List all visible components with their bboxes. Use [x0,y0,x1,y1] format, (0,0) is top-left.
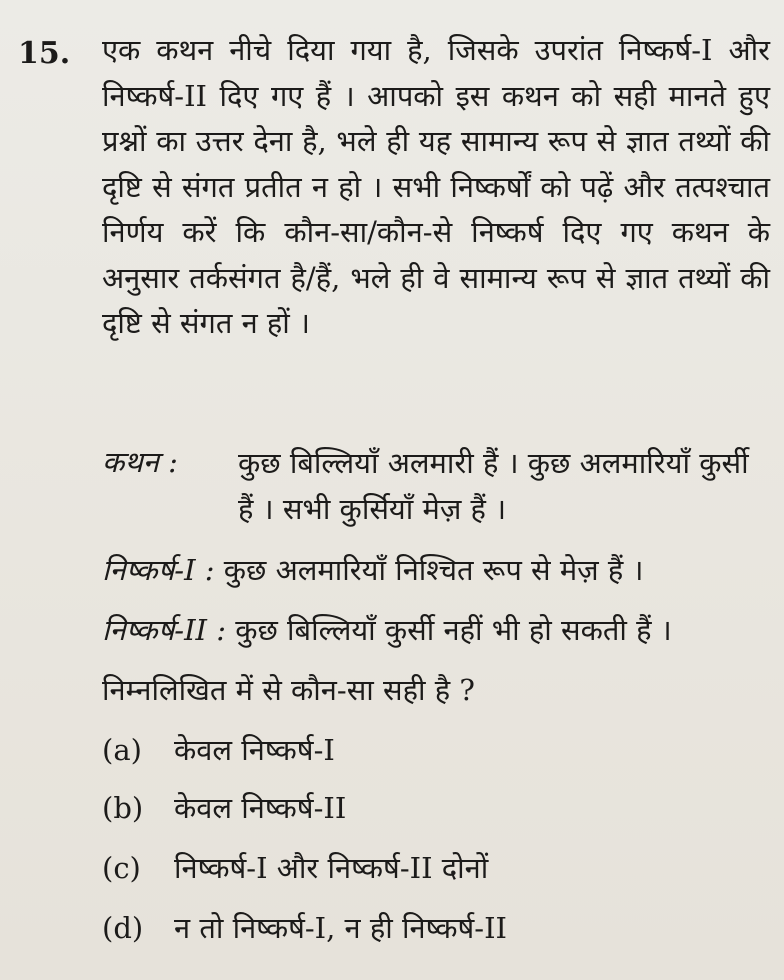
conclusion-2 [102,608,672,652]
option-d-tag: (d) [102,911,144,945]
option-d-text: न तो निष्कर्ष-I, न ही निष्कर्ष-II [174,911,508,945]
option-a[interactable] [102,728,335,772]
option-a-text: केवल निष्कर्ष-I [174,733,335,767]
statement-label: कथन : [102,445,178,479]
statement-text: कुछ बिल्लियाँ अलमारी हैं । कुछ अलमारियाँ कुर्सी हैं । सभी कुर्सियाँ मेज़ हैं । [238,446,749,526]
option-d[interactable] [102,906,507,950]
question-number: 15. [18,36,71,71]
option-a-tag: (a) [102,733,142,767]
option-c-text: निष्कर्ष-I और निष्कर्ष-II दोनों [174,851,489,885]
conclusion-1 [102,548,644,592]
conclusion-2-label: निष्कर्ष-II : [102,613,226,647]
conclusion-1-text: कुछ अलमारियाँ निश्चित रूप से मेज़ हैं । [223,553,644,587]
option-b-tag: (b) [102,791,144,825]
question-stem: एक कथन नीचे दिया गया है, जिसके उपरांत निष्कर्ष-I और निष्कर्ष-II दिए गए हैं । आपको इस कथन को सही मानते हुए प्रश्नों का उत्तर देना है, भले ही यह सामान्य रूप से ज्ञात तथ्यों की दृष्टि से संगत प्रतीत न हो । सभी निष्कर्षों को पढ़ें और तत्पश्चात निर्णय करें कि कौन-सा/कौन-से निष्कर्ष दिए गए कथन के अनुसार तर्कसंगत है/हैं, भले ही वे सामान्य रूप से ज्ञात तथ्यों की दृष्टि से संगत न हों । [102,33,770,340]
option-c-tag: (c) [102,851,141,885]
option-c[interactable] [102,846,488,890]
question-prompt: निम्नलिखित में से कौन-सा सही है ? [102,673,475,707]
option-b-text: केवल निष्कर्ष-II [174,791,347,825]
option-b[interactable] [102,786,346,830]
conclusion-1-label: निष्कर्ष-I : [102,553,215,587]
conclusion-2-text: कुछ बिल्लियाँ कुर्सी नहीं भी हो सकती हैं । [235,613,672,647]
